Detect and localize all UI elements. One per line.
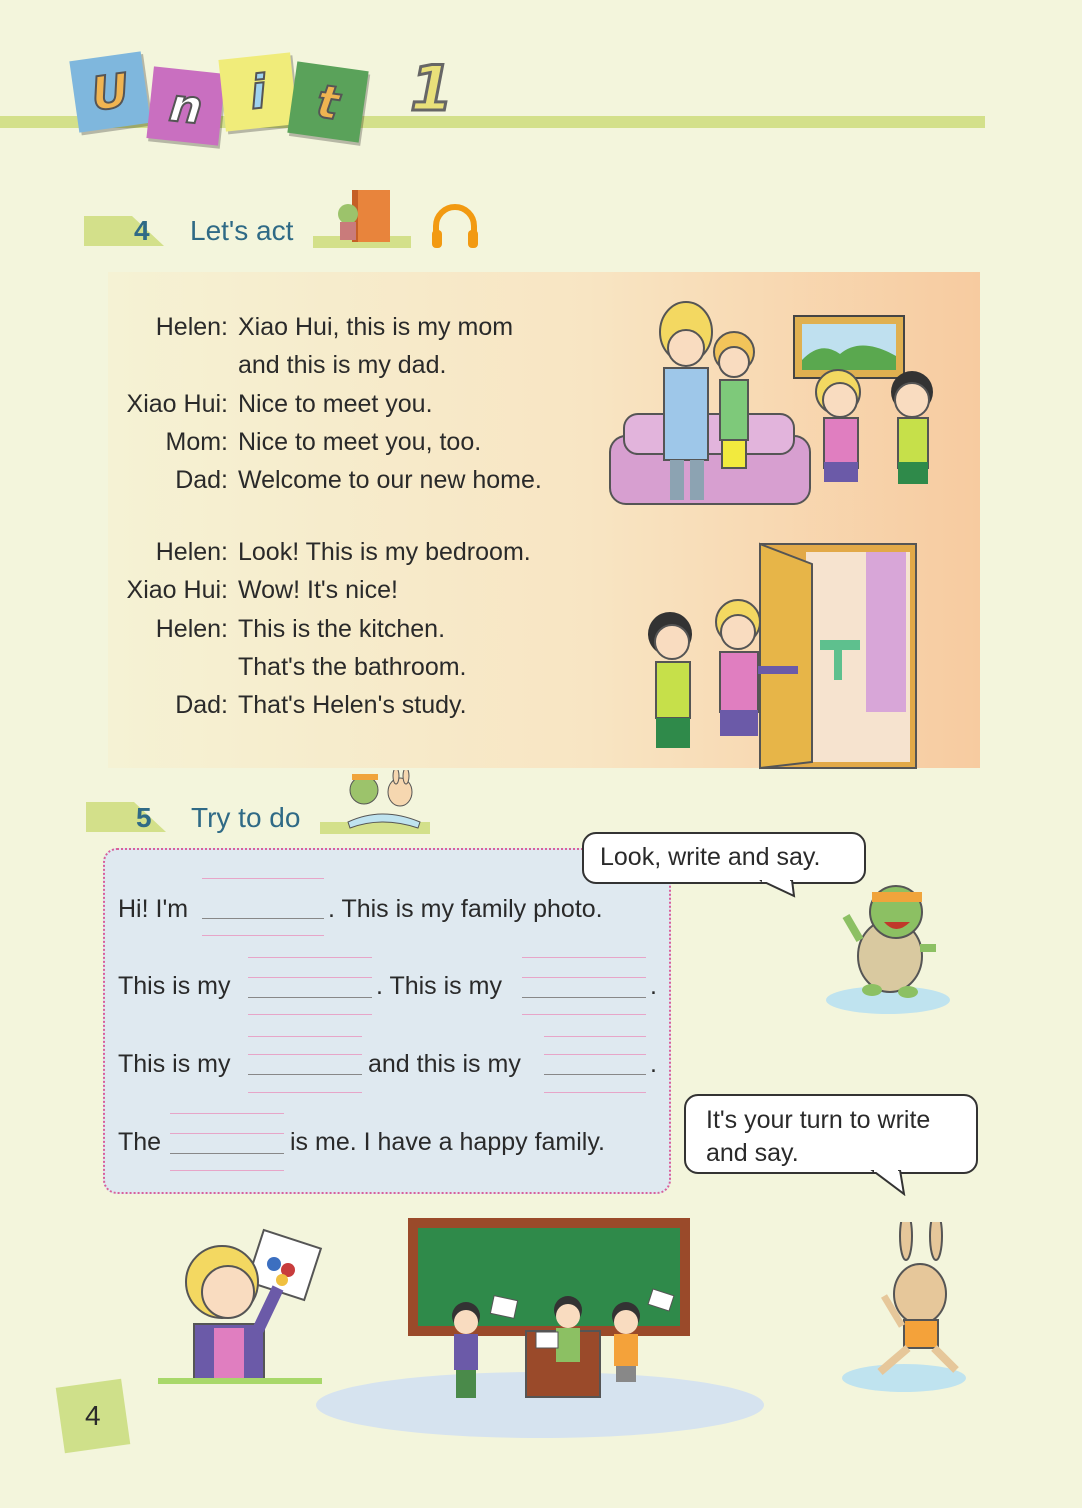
dialogue-line: This is the kitchen. xyxy=(238,615,446,643)
rabbit-character xyxy=(840,1222,970,1394)
unit-letter: i xyxy=(247,64,269,120)
speaker-name: Helen: xyxy=(155,615,228,643)
exercise-text: and this is my xyxy=(368,1050,521,1078)
bubble-tail xyxy=(758,880,798,898)
answer-blank[interactable] xyxy=(248,1036,362,1094)
speaker-name: Dad: xyxy=(175,466,228,494)
exercise-text: is me. I have a happy family. xyxy=(290,1128,605,1156)
turtle-character xyxy=(824,878,954,1018)
turtle-speech-bubble xyxy=(582,832,866,884)
rabbit-speech-bubble xyxy=(684,1094,978,1174)
girl-holding-photo-illustration xyxy=(158,1228,328,1388)
unit-letter-tile xyxy=(69,51,150,132)
section-number: 4 xyxy=(134,215,150,246)
family-living-room-illustration xyxy=(606,296,978,506)
dialogue-line: Welcome to our new home. xyxy=(238,466,542,494)
unit-letter: t xyxy=(313,73,343,131)
answer-blank[interactable] xyxy=(202,878,324,936)
bubble-text: and say. xyxy=(706,1139,799,1167)
exercise-text: Hi! I'm xyxy=(118,895,189,923)
exercise-text: . This is my xyxy=(376,972,502,1000)
turtle-curtain-icon xyxy=(332,188,392,244)
dialogue-line: That's Helen's study. xyxy=(238,691,467,719)
exercise-text: . This is my family photo. xyxy=(328,895,603,923)
dialogue-line: Nice to meet you, too. xyxy=(238,428,482,456)
page-number-badge xyxy=(56,1379,131,1454)
headphones-icon[interactable] xyxy=(430,202,480,250)
dialogue-line: Wow! It's nice! xyxy=(238,576,398,604)
dialogue-line: Look! This is my bedroom. xyxy=(238,538,531,566)
section-title: Let's act xyxy=(190,215,294,246)
unit-letter: n xyxy=(166,77,206,135)
exercise-text: The xyxy=(118,1128,162,1156)
exercise-text: This is my xyxy=(118,972,231,1000)
answer-blank[interactable] xyxy=(522,957,646,1015)
unit-number: 1 xyxy=(410,52,454,125)
exercise-text: This is my xyxy=(118,1050,231,1078)
exercise-text: . xyxy=(650,972,657,1000)
bedroom-door-illustration xyxy=(620,540,920,770)
bubble-text: Look, write and say. xyxy=(600,843,821,871)
section-number: 5 xyxy=(136,802,152,833)
speaker-name: Helen: xyxy=(155,313,228,341)
page-number: 4 xyxy=(85,1400,101,1432)
section-tab xyxy=(84,216,164,246)
speaker-name: Dad: xyxy=(175,691,228,719)
unit-letter-tile xyxy=(287,61,368,142)
unit-letter-tile xyxy=(218,52,297,131)
section-tab xyxy=(86,802,166,832)
unit-letter-tile xyxy=(146,66,225,145)
dialogue-line: Nice to meet you. xyxy=(238,390,433,418)
speaker-name: Xiao Hui: xyxy=(126,576,228,604)
exercise-text: . xyxy=(650,1050,657,1078)
dialogue-line: Xiao Hui, this is my mom xyxy=(238,313,514,341)
bubble-tail xyxy=(870,1170,910,1196)
speaker-name: Xiao Hui: xyxy=(126,390,228,418)
unit-letter: U xyxy=(87,62,133,122)
speaker-name: Mom: xyxy=(165,428,228,456)
speaker-name: Helen: xyxy=(155,538,228,566)
section-title: Try to do xyxy=(191,802,301,833)
answer-blank[interactable] xyxy=(544,1036,646,1094)
bubble-text: It's your turn to write xyxy=(706,1106,931,1134)
answer-blank[interactable] xyxy=(170,1113,284,1171)
dialogue-line: That's the bathroom. xyxy=(238,653,467,681)
answer-blank[interactable] xyxy=(248,957,372,1015)
dialogue-line: and this is my dad. xyxy=(238,351,447,379)
turtle-rabbit-reading-icon xyxy=(342,770,426,830)
students-with-cards-illustration xyxy=(436,1288,676,1408)
